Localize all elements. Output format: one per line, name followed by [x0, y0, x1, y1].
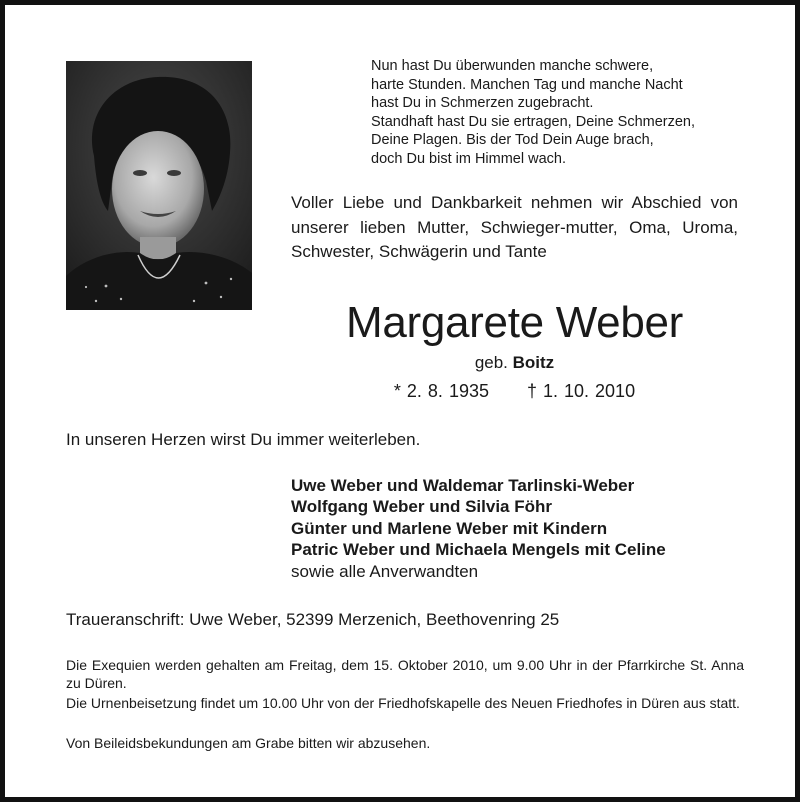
death-date: † 1. 10. 2010: [526, 381, 636, 401]
notice-condolences: Von Beileidsbekundungen am Grabe bitten wir abzusehen.: [66, 735, 431, 751]
deceased-name: Margarete Weber: [345, 298, 684, 347]
portrait-photo: [66, 61, 252, 310]
mourner-name: Uwe Weber und Waldemar Tarlinski-Weber: [291, 476, 635, 495]
motto: In unseren Herzen wirst Du immer weiterleben.: [66, 430, 421, 449]
poem-line: Deine Plagen. Bis der Tod Dein Auge brach,: [371, 132, 654, 149]
notice-urn-burial: Die Urnenbeisetzung findet um 10.00 Uhr von der Friedhofskapelle des Neuen Friedhofes in Düren aus statt.: [66, 695, 740, 711]
mourner-name: Wolfgang Weber und Silvia Föhr: [291, 497, 552, 517]
poem-line: harte Stunden. Manchen Tag und manche Nacht: [371, 76, 683, 93]
life-dates: [291, 379, 738, 403]
mourning-address: Traueranschrift: Uwe Weber, 52399 Merzenich, Beethovenring 25: [66, 610, 560, 629]
maiden-name-line: [291, 351, 738, 375]
mourner-name: Günter und Marlene Weber mit Kindern: [291, 518, 608, 538]
maiden-name: Boitz: [512, 353, 555, 372]
farewell-intro: Voller Liebe und Dankbarkeit nehmen wir Abschied von unserer lieben Mutter, Schwieger-mutter, Oma, Uroma, Schwester, Schwägerin und Tante: [291, 193, 738, 261]
mourners-list: [291, 475, 666, 582]
mourner-name: Patric Weber und Michaela Mengels mit Celine: [291, 540, 666, 560]
birth-date: * 2. 8. 1935: [393, 381, 489, 401]
poem-line: Standhaft hast Du sie ertragen, Deine Schmerzen,: [371, 113, 696, 130]
poem-line: Nun hast Du überwunden manche schwere,: [371, 58, 654, 74]
poem: [371, 57, 771, 169]
notice-exequies: Die Exequien werden gehalten am Freitag, dem 15. Oktober 2010, um 9.00 Uhr in der Pfarrkirche St. Anna zu Düren.: [66, 657, 744, 691]
portrait-photo-image: [66, 61, 252, 310]
poem-line: doch Du bist im Himmel wach.: [371, 150, 566, 167]
poem-line: hast Du in Schmerzen zugebracht.: [371, 95, 594, 112]
maiden-prefix: geb.: [474, 353, 508, 372]
relatives-line: sowie alle Anverwandten: [291, 561, 479, 581]
